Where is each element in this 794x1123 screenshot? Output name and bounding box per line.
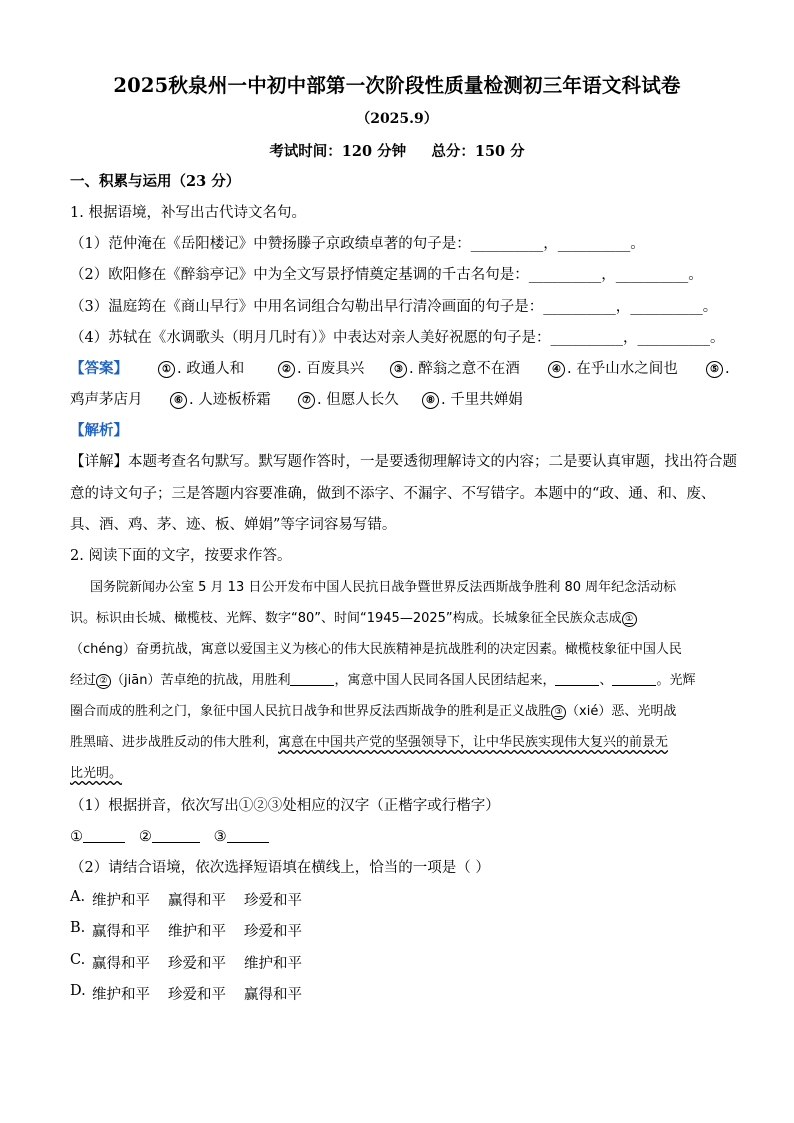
answer-item-7: [298, 390, 399, 410]
option-c[interactable]: [70, 952, 370, 974]
option-phrase: 维护和平: [92, 987, 150, 1003]
answer-num: ③: [390, 361, 407, 378]
q1-item-4: （4）苏轼在《水调歌头（明月几时有）》中表达对亲人美好祝愿的句子是：__________，__________。: [70, 330, 725, 346]
answer-item-2: [278, 359, 364, 379]
q1-item-1: （1）范仲淹在《岳阳楼记》中赞扬滕子京政绩卓著的句子是：__________，__________。: [70, 236, 645, 252]
answer-item-5: [706, 359, 730, 379]
q2-sub1-blanks: [70, 827, 269, 847]
option-a[interactable]: [70, 889, 370, 911]
underlined-sentence: 寓意在中国共产党的坚强领导下，让中华民族实现伟大复兴的前景无: [278, 735, 669, 750]
option-label: B.: [70, 920, 86, 936]
answer-label: 【答案】: [70, 360, 128, 377]
option-phrase: 维护和平: [244, 956, 302, 972]
passage-line-2: [70, 609, 637, 629]
exam-meta: 考试时间：120 分钟 总分：150 分: [269, 143, 525, 160]
passage-text: （xié）恶、光明战: [566, 704, 677, 719]
option-label: A.: [70, 889, 86, 905]
answer-text: . 人迹板桥霜: [189, 392, 271, 408]
option-label: D.: [70, 983, 86, 999]
passage-text: 经过: [70, 673, 97, 688]
q1-answer-row-2: [70, 390, 730, 412]
exam-date: （2025.9）: [356, 111, 438, 127]
answer-blank-3[interactable]: [227, 828, 269, 843]
answer-text: . 在乎山水之间也: [567, 361, 678, 377]
blank-num: ③: [213, 829, 227, 845]
passage-line-7: [70, 764, 122, 784]
passage-line-3: （chéng）奋勇抗战，寓意以爱国主义为核心的伟大民族精神是抗战胜利的决定因素。橄榄枝象征中国人民: [70, 642, 682, 657]
passage-text: （jiān）苦卓绝的抗战，用胜利: [111, 673, 291, 688]
fill-blank[interactable]: [612, 671, 656, 686]
option-d[interactable]: [70, 983, 370, 1005]
passage-text: ，寓意中国人民同各国人民团结起来，: [334, 673, 556, 688]
answer-item-5-text: 鸡声茅店月: [70, 392, 143, 408]
q1-answer-row-1: [70, 359, 730, 381]
blank-marker-2: ②: [96, 674, 111, 689]
blank-num: ①: [70, 829, 83, 845]
answer-num: ④: [548, 361, 565, 378]
option-phrase: 珍爱和平: [244, 893, 302, 909]
option-b[interactable]: [70, 920, 370, 942]
detail-line-1: 【详解】本题考查名句默写。默写题作答时，一是要透彻理解诗文的内容；二是要认真审题，找出符合题: [70, 454, 737, 470]
answer-text: .: [725, 361, 730, 377]
q1-item-3: （3）温庭筠在《商山早行》中用名词组合勾勒出早行清冷画面的句子是：__________，__________。: [70, 299, 718, 315]
answer-text: . 醉翁之意不在酒: [409, 361, 520, 377]
blank-marker-3: ③: [551, 705, 566, 720]
q1-prompt: 1. 根据语境，补写出古代诗文名句。: [70, 205, 306, 221]
passage-line-1: 国务院新闻办公室 5 月 13 日公开发布中国人民抗日战争暨世界反法西斯战争胜利 80 周年纪念活动标: [90, 580, 677, 595]
option-label: C.: [70, 952, 86, 968]
answer-item-4: [548, 359, 678, 379]
detail-line-2: 意的诗文句子；三是答题内容要准确，做到不添字、不漏字、不写错字。本题中的“政、通、和、废、: [70, 486, 716, 502]
answer-blank-1[interactable]: [83, 828, 125, 843]
fill-blank[interactable]: [290, 671, 334, 686]
q2-sub1: （1）根据拼音，依次写出①②③处相应的汉字（正楷字或行楷字）: [70, 798, 500, 814]
answer-text: . 政通人和: [177, 361, 245, 377]
blank-num: ②: [138, 829, 152, 845]
passage-line-6: [70, 733, 668, 753]
answer-item-6: [170, 390, 271, 410]
option-phrase: 赢得和平: [244, 987, 302, 1003]
option-phrase: 赢得和平: [92, 956, 150, 972]
answer-item-1: [158, 359, 244, 379]
q2-sub2: （2）请结合语境，依次选择短语填在横线上，恰当的一项是（ ）: [70, 860, 490, 876]
detail-line-3: 具、酒、鸡、茅、迹、板、婵娟”等字词容易写错。: [70, 517, 397, 533]
answer-text: . 千里共婵娟: [441, 392, 523, 408]
underlined-sentence-end: 比光明。: [70, 766, 123, 781]
option-phrase: 珍爱和平: [244, 924, 302, 940]
answer-item-8: [422, 390, 523, 410]
answer-text: . 百废具兴: [297, 361, 365, 377]
answer-blank-2[interactable]: [152, 828, 200, 843]
analysis-label: 【解析】: [70, 422, 128, 439]
answer-num: ⑦: [298, 392, 315, 409]
passage-line-5: [70, 702, 676, 722]
passage-text: 。光辉: [656, 673, 696, 688]
answer-num: ⑥: [170, 392, 187, 409]
passage-text: 胜黑暗、进步战胜反动的伟大胜利，: [70, 735, 279, 750]
option-phrase: 维护和平: [168, 924, 226, 940]
answer-num: ②: [278, 361, 295, 378]
answer-num: ⑧: [422, 392, 439, 409]
q1-item-2: （2）欧阳修在《醉翁亭记》中为全文写景抒情奠定基调的千古名句是：__________，__________。: [70, 267, 703, 283]
fill-blank[interactable]: [555, 671, 599, 686]
option-phrase: 珍爱和平: [168, 987, 226, 1003]
passage-text: 、: [599, 673, 613, 688]
passage-text: 识。标识由长城、橄榄枝、光辉、数字“80”、时间“1945—2025”构成。长城象征全民族众志成: [70, 611, 622, 626]
option-phrase: 维护和平: [92, 893, 150, 909]
passage-text: 圈合而成的胜利之门，象征中国人民抗日战争和世界反法西斯战争的胜利是正义战胜: [70, 704, 552, 719]
option-phrase: 赢得和平: [168, 893, 226, 909]
answer-item-3: [390, 359, 520, 379]
exam-title: 2025秋泉州一中初中部第一次阶段性质量检测初三年语文科试卷: [113, 74, 681, 97]
answer-num: ①: [158, 361, 175, 378]
answer-text: . 但愿人长久: [317, 392, 399, 408]
blank-marker-1: ①: [622, 612, 637, 627]
section-heading: 一、积累与运用（23 分）: [70, 173, 241, 190]
q2-prompt: 2. 阅读下面的文字，按要求作答。: [70, 548, 292, 564]
option-phrase: 珍爱和平: [168, 956, 226, 972]
passage-line-4: [70, 671, 696, 691]
q2-passage: [70, 578, 726, 788]
option-phrase: 赢得和平: [92, 924, 150, 940]
answer-num: ⑤: [706, 361, 723, 378]
